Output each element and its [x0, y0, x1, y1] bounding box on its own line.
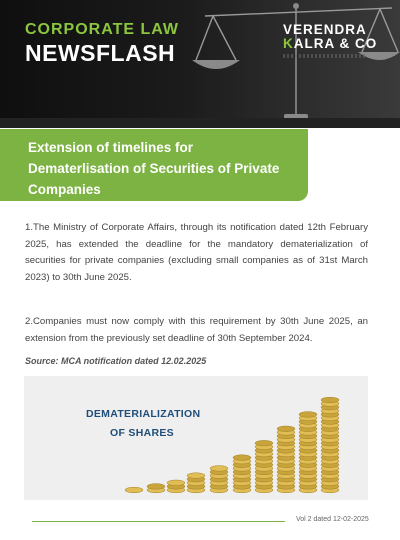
coin: [147, 484, 165, 490]
logo-line-2: [283, 36, 378, 51]
coin: [125, 487, 143, 493]
coin: [167, 480, 185, 486]
coin-stacks-icon: [24, 376, 368, 500]
header-banner: [0, 0, 400, 128]
illustration-title-line-2: OF SHARES: [110, 427, 174, 439]
source-citation: Source: MCA notification dated 12.02.2025: [25, 356, 207, 366]
body-paragraph-2: 2.Companies must now comply with this requirement by 30th June 2025, an extension from the previously set deadline of 30th September 2024.: [25, 316, 368, 344]
headline-line-3: Companies: [28, 182, 101, 197]
logo-accent-letter: K: [283, 36, 294, 51]
coin: [187, 473, 205, 479]
coin: [321, 397, 339, 403]
newsletter-title: NEWSFLASH: [25, 40, 176, 66]
illustration-title-line-1: DEMATERIALIZATION: [86, 408, 201, 420]
logo-line-2-rest: ALRA & CO: [293, 36, 378, 51]
footer-divider: [32, 521, 285, 522]
body-paragraph-1: 1.The Ministry of Corporate Affairs, through its notification dated 12th February 2025, has extended the deadline for the mandatory dematerialization of securities for private companies (excluding small companies as of 31st March 2023) to 30th June 2025.: [25, 222, 368, 283]
coin: [210, 466, 228, 472]
dematerialization-illustration: [24, 376, 368, 500]
logo-line-1: VERENDRA: [283, 22, 367, 37]
coin: [299, 412, 317, 418]
footer-volume-date: Vol 2 dated 12-02-2025: [296, 516, 369, 523]
coin: [277, 426, 295, 432]
coin: [255, 440, 273, 446]
headline-line-1: Extension of timelines for: [28, 140, 194, 155]
logo-tagline: [283, 54, 367, 58]
newsletter-category: CORPORATE LAW: [25, 21, 180, 38]
coin: [233, 455, 251, 461]
headline-banner: [0, 129, 308, 201]
headline-line-2: Dematerlisation of Securities of Private: [28, 161, 280, 176]
firm-logo: [283, 22, 378, 58]
